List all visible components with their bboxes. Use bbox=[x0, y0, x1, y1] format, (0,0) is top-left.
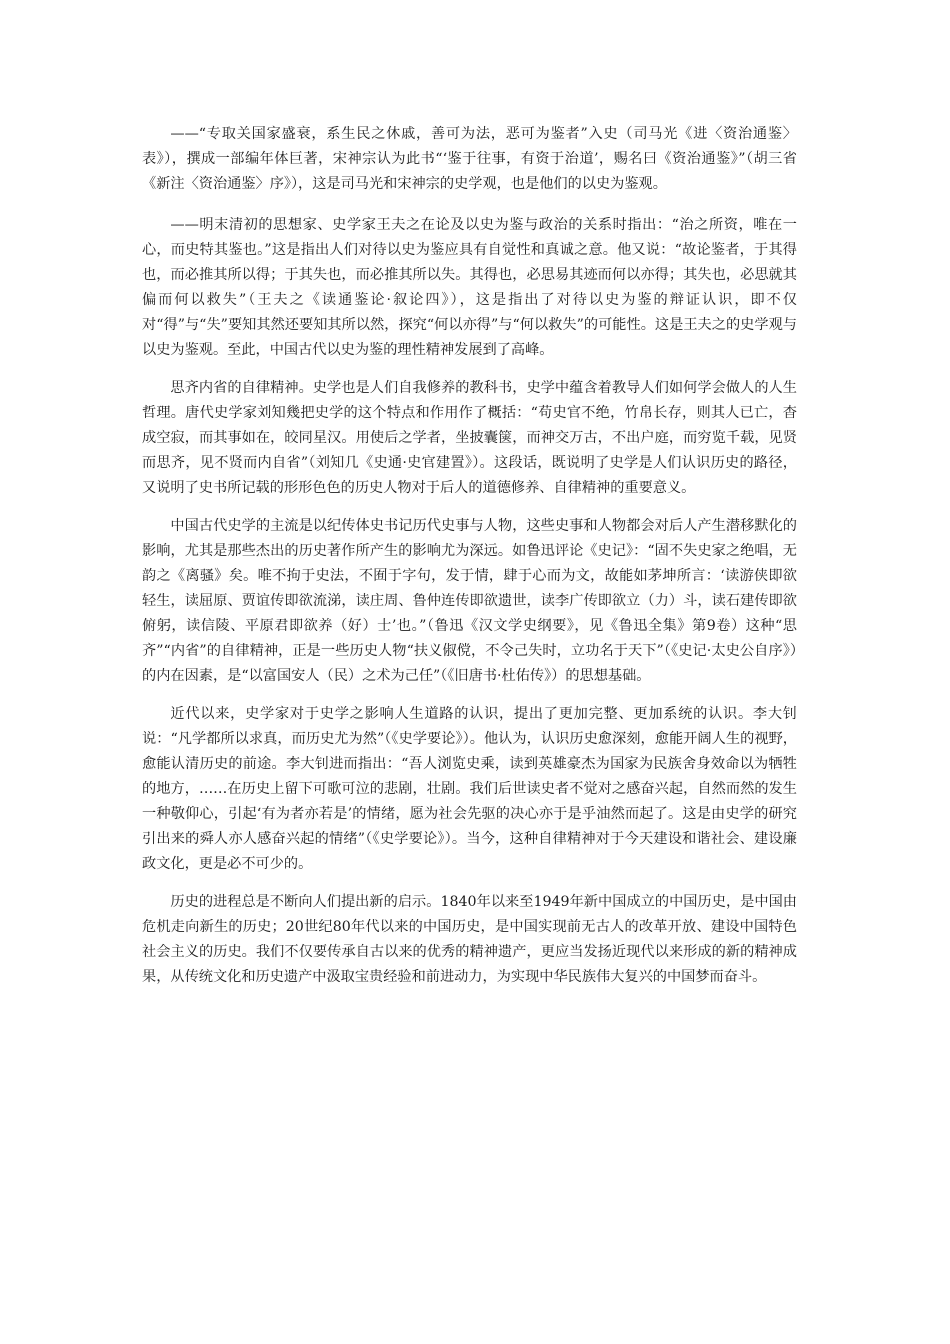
document-body bbox=[142, 122, 797, 1003]
paragraph-wang-fuzhi: ——明末清初的思想家、史学家王夫之在论及以史为鉴与政治的关系时指出：“治之所资，唯在一心，而史特其鉴也。”这是指出人们对待以史为鉴应具有自觉性和真诚之意。他又说：“故论鉴者，于其得也，而必推其所以得；于其失也，而必推其所以失。其得也，必思易其迹而何以亦得；其失也，必思就其偏而何以救失”（王夫之《读通鉴论·叙论四》），这是指出了对待以史为鉴的辩证认识，即不仅对“得”与“失”要知其然还要知其所以然，探究“何以亦得”与“何以救失”的可能性。这是王夫之的史学观与以史为鉴观。至此，中国古代以史为鉴的理性精神发展到了高峰。 bbox=[142, 217, 797, 358]
paragraph-sima-guang: ——“专取关国家盛衰，系生民之休戚，善可为法，恶可为鉴者”入史（司马光《进〈资治通鉴〉表》），撰成一部编年体巨著，宋神宗认为此书“‘鉴于往事，有资于治道’，赐名曰《资治通鉴》”（胡三省《新注〈资治通鉴〉序》），这是司马光和宋神宗的史学观，也是他们的以史为鉴观。 bbox=[142, 126, 797, 192]
paragraph-ancient-historiography: 中国古代史学的主流是以纪传体史书记历代史事与人物，这些史事和人物都会对后人产生潜移默化的影响，尤其是那些杰出的历史著作所产生的影响尤为深远。如鲁迅评论《史记》：“固不失史家之绝唱，无韵之《离骚》矣。唯不拘于史法，不囿于字句，发于情，肆于心而为文，故能如茅坤所言：‘读游侠即欲轻生，读屈原、贾谊传即欲流涕，读庄周、鲁仲连传即欲遗世，读李广传即欲立（力）斗，读石建传即欲俯躬，读信陵、平原君即欲养（好）士’也。”（鲁迅《汉文学史纲要》，见《鲁迅全集》第9卷）这种“思齐”“内省”的自律精神，正是一些历史人物“扶义俶傥，不令己失时，立功名于天下”（《史记·太史公自序》）的内在因素，是“以富国安人（民）之术为己任”（《旧唐书·杜佑传》）的思想基础。 bbox=[142, 518, 797, 684]
paragraph-modern-li-dazhao: 近代以来，史学家对于史学之影响人生道路的认识，提出了更加完整、更加系统的认识。李大钊说：“凡学都所以求真，而历史尤为然”（《史学要论》）。他认为，认识历史愈深刻，愈能开阔人生的视野，愈能认清历史的前途。李大钊进而指出：“吾人浏览史乘，读到英雄豪杰为国家为民族舍身效命以为牺牲的地方，……在历史上留下可歌可泣的悲剧，壮剧。我们后世读史者不觉对之感奋兴起，自然而然的发生一种敬仰心，引起‘有为者亦若是’的情绪，愿为社会先驱的决心亦于是乎油然而起了。这是由史学的研究引出来的舜人亦人感奋兴起的情绪”（《史学要论》）。当今，这种自律精神对于今天建设和谐社会、建设廉政文化，更是必不可少的。 bbox=[142, 706, 797, 872]
paragraph-self-discipline: 思齐内省的自律精神。史学也是人们自我修养的教科书，史学中蕴含着教导人们如何学会做人的人生哲理。唐代史学家刘知幾把史学的这个特点和作用作了概括：“苟史官不绝，竹帛长存，则其人已亡，杳成空寂，而其事如在，皎同星汉。用使后之学者，坐披囊箧，而神交万古，不出户庭，而穷览千载，见贤而思齐，见不贤而内自省”（刘知几《史通·史官建置》）。这段话，既说明了史学是人们认识历史的路径，又说明了史书所记载的形形色色的历史人物对于后人的道德修养、自律精神的重要意义。 bbox=[142, 380, 797, 496]
paragraph-conclusion: 历史的进程总是不断向人们提出新的启示。1840年以来至1949年新中国成立的中国历史，是中国由危机走向新生的历史；20世纪80年代以来的中国历史，是中国实现前无古人的改革开放、建设中国特色社会主义的历史。我们不仅要传承自古以来的优秀的精神遗产，更应当发扬近现代以来形成的新的精神成果，从传统文化和历史遗产中汲取宝贵经验和前进动力，为实现中华民族伟大复兴的中国梦而奋斗。 bbox=[142, 894, 797, 985]
